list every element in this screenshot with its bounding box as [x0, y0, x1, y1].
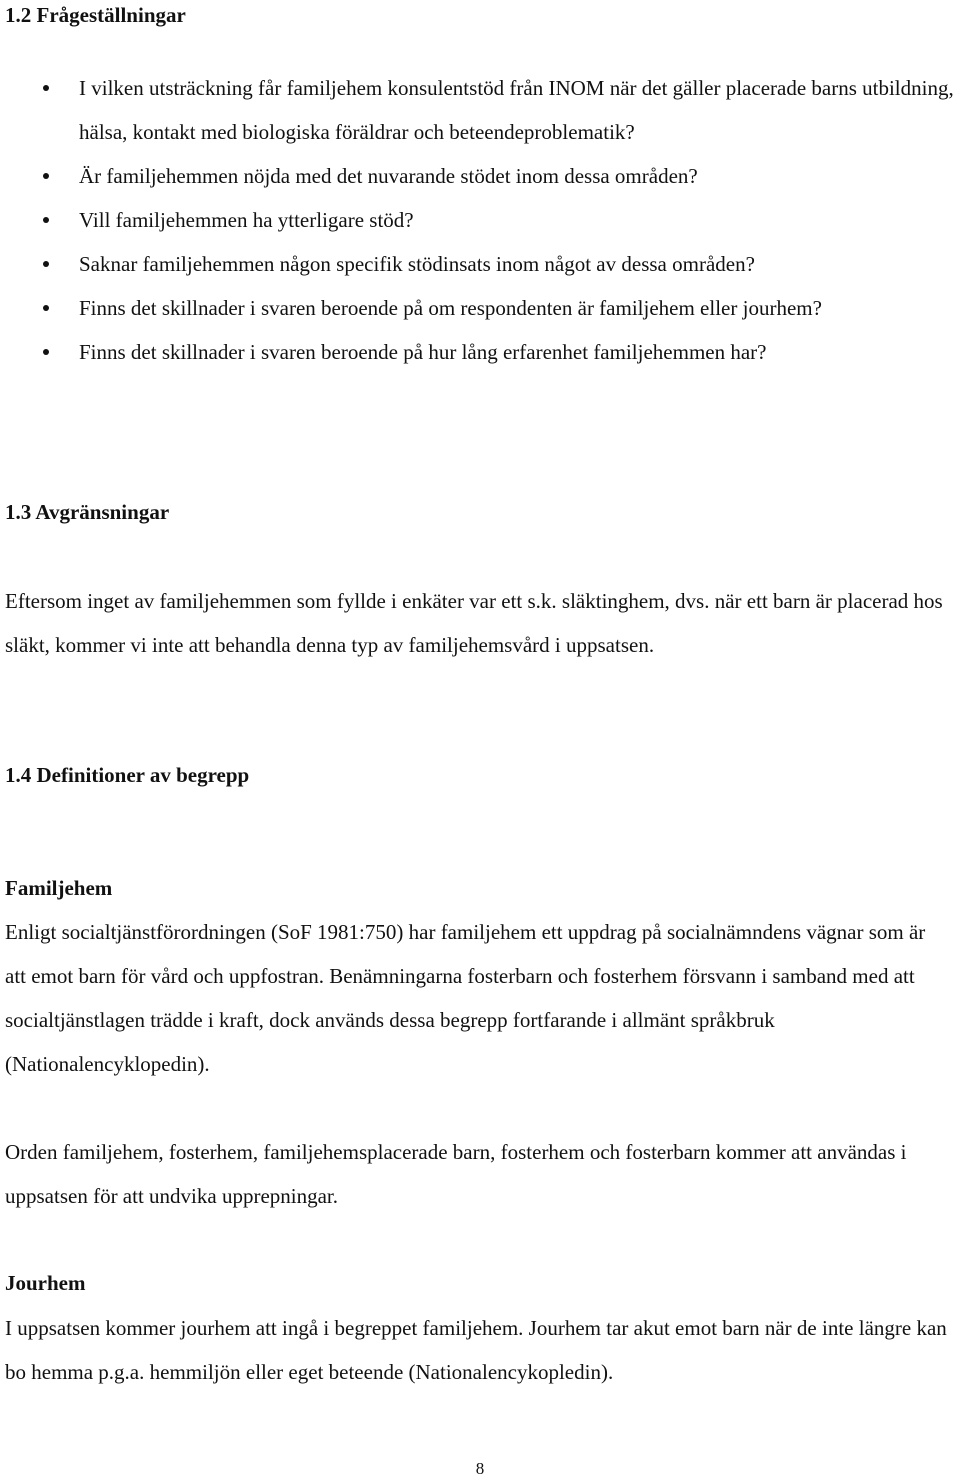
list-item-text: Finns det skillnader i svaren beroende på hur lång erfarenhet familjehemmen har? — [79, 340, 767, 364]
bullet-icon — [43, 217, 49, 223]
section-heading-questions: 1.2 Frågeställningar — [5, 3, 186, 27]
list-item — [0, 330, 959, 374]
list-item — [0, 66, 959, 154]
questions-list — [0, 66, 960, 374]
list-item-text: I vilken utsträckning får familjehem konsulentstöd från INOM när det gäller placerade barns utbildning, hälsa, kontakt med biologiska föräldrar och beteendeproblematik? — [79, 76, 954, 144]
list-item — [0, 242, 959, 286]
jourhem-paragraph: I uppsatsen kommer jourhem att ingå i begreppet familjehem. Jourhem tar akut emot barn när de inte längre kan bo hemma p.g.a. hemmiljön eller eget beteende (Nationalencykopledin). — [5, 1316, 947, 1384]
list-item — [0, 286, 959, 330]
limitations-paragraph: Eftersom inget av familjehemmen som fyllde i enkäter var ett s.k. släktinghem, dvs. när ett barn är placerad hos släkt, kommer vi inte att behandla denna typ av familjehemsvård i uppsatsen. — [5, 589, 943, 657]
list-item — [0, 154, 959, 198]
section-heading-definitions: 1.4 Definitioner av begrepp — [5, 763, 250, 787]
list-item-text: Saknar familjehemmen någon specifik stödinsats inom något av dessa områden? — [79, 252, 755, 276]
subheading-jourhem: Jourhem — [5, 1271, 86, 1295]
bullet-icon — [43, 173, 49, 179]
bullet-icon — [43, 305, 49, 311]
familjehem-paragraph: Enligt socialtjänstförordningen (SoF 1981:750) har familjehem ett uppdrag på socialnämndens vägnar som är att emot barn för vård och uppfostran. Benämningarna fosterbarn och fosterhem försvann i samband med att socialtjänstlagen trädde i kraft, dock används dessa begrepp fortfarande i allmänt språkbruk (Nationalencyklopedin). — [5, 920, 926, 1076]
list-item-text: Är familjehemmen nöjda med det nuvarande stödet inom dessa områden? — [79, 164, 698, 188]
bullet-icon — [43, 85, 49, 91]
list-item — [0, 198, 959, 242]
list-item-text: Vill familjehemmen ha ytterligare stöd? — [79, 208, 414, 232]
terms-paragraph: Orden familjehem, fosterhem, familjehemsplacerade barn, fosterhem och fosterbarn kommer att användas i uppsatsen för att undvika upprepningar. — [5, 1140, 907, 1208]
page-number: 8 — [475, 1459, 485, 1478]
subheading-familjehem: Familjehem — [5, 876, 113, 900]
list-item-text: Finns det skillnader i svaren beroende på om respondenten är familjehem eller jourhem? — [79, 296, 822, 320]
section-heading-limitations: 1.3 Avgränsningar — [5, 500, 170, 524]
bullet-icon — [43, 349, 49, 355]
bullet-icon — [43, 261, 49, 267]
